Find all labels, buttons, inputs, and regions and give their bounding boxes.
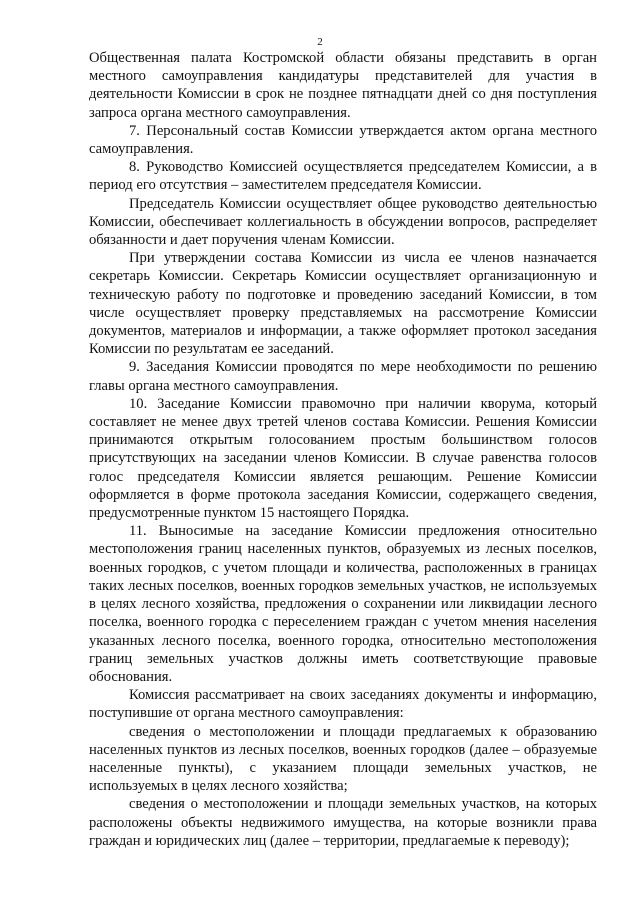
paragraph-commission-reviews: Комиссия рассматривает на своих заседаниях документы и информацию, поступившие от органа местного самоуправления: (89, 687, 597, 722)
paragraph-item-9: 9. Заседания Комиссии проводятся по мере необходимости по решению главы органа местного самоуправления. (89, 359, 597, 394)
paragraph-chairman-duties: Председатель Комиссии осуществляет общее руководство деятельностью Комиссии, обеспечивает коллегиальность в обсуждении вопросов, распределяет обязанности и дает поручения членам Комиссии. (89, 195, 597, 249)
document-body (89, 49, 597, 850)
paragraph-secretary: При утверждении состава Комиссии из числа ее членов назначается секретарь Комиссии. Секретарь Комиссии осуществляет организационную и техническую работу по подготовке и проведению заседаний Комиссии, в том числе осуществляет проверку представляемых на рассмотрение Комиссии документов, материалов и информации, а также оформляет протокол заседания Комиссии по результатам ее заседаний. (89, 250, 597, 358)
paragraph-item-8: 8. Руководство Комиссией осуществляется председателем Комиссии, а в период его отсутствия – заместителем председателя Комиссии. (89, 159, 597, 194)
paragraph-item-10: 10. Заседание Комиссии правомочно при наличии кворума, который составляет не менее двух третей членов состава Комиссии. Решения Комиссии принимаются открытым голосованием простым большинством голосов присутствующих на заседании членов Комиссии. В случае равенства голосов голос председателя Комиссии является решающим. Решение Комиссии оформляется в форме протокола заседания Комиссии, содержащего сведения, предусмотренные пунктом 15 настоящего Порядка. (89, 395, 597, 522)
page-number: 2 (317, 36, 323, 48)
paragraph-continuation: Общественная палата Костромской области обязаны представить в орган местного самоуправления кандидатуры представителей для участия в деятельности Комиссии в срок не позднее пятнадцати дней со дня поступления запроса органа местного самоуправления. (89, 50, 597, 121)
paragraph-info-land-plots: сведения о местоположении и площади земельных участков, на которых расположены объекты недвижимого имущества, на которые возникли права граждан и юридических лиц (далее – территории, предлагаемые к переводу); (89, 796, 597, 849)
paragraph-item-7: 7. Персональный состав Комиссии утверждается актом органа местного самоуправления. (89, 122, 597, 158)
paragraph-info-location-area: сведения о местоположении и площади предлагаемых к образованию населенных пунктов из лесных поселков, военных городков (далее – образуемые населенные пункты), с указанием площади земельных участков, не используемых в целях лесного хозяйства; (89, 723, 597, 795)
paragraph-item-11: 11. Выносимые на заседание Комиссии предложения относительно местоположения границ населенных пунктов, образуемых из лесных поселков, военных городков, с учетом площади и количества, расположенных в границах таких лесных поселков, военных городков земельных участков, не используемых в целях лесного хозяйства, предложения о сохранении или ликвидации лесного поселка, военного городка с переселением граждан с учетом мнения населения указанных лесного поселка, военного городка, относительно местоположения границ земельных участков должны иметь соответствующие правовые обоснования. (89, 523, 597, 685)
